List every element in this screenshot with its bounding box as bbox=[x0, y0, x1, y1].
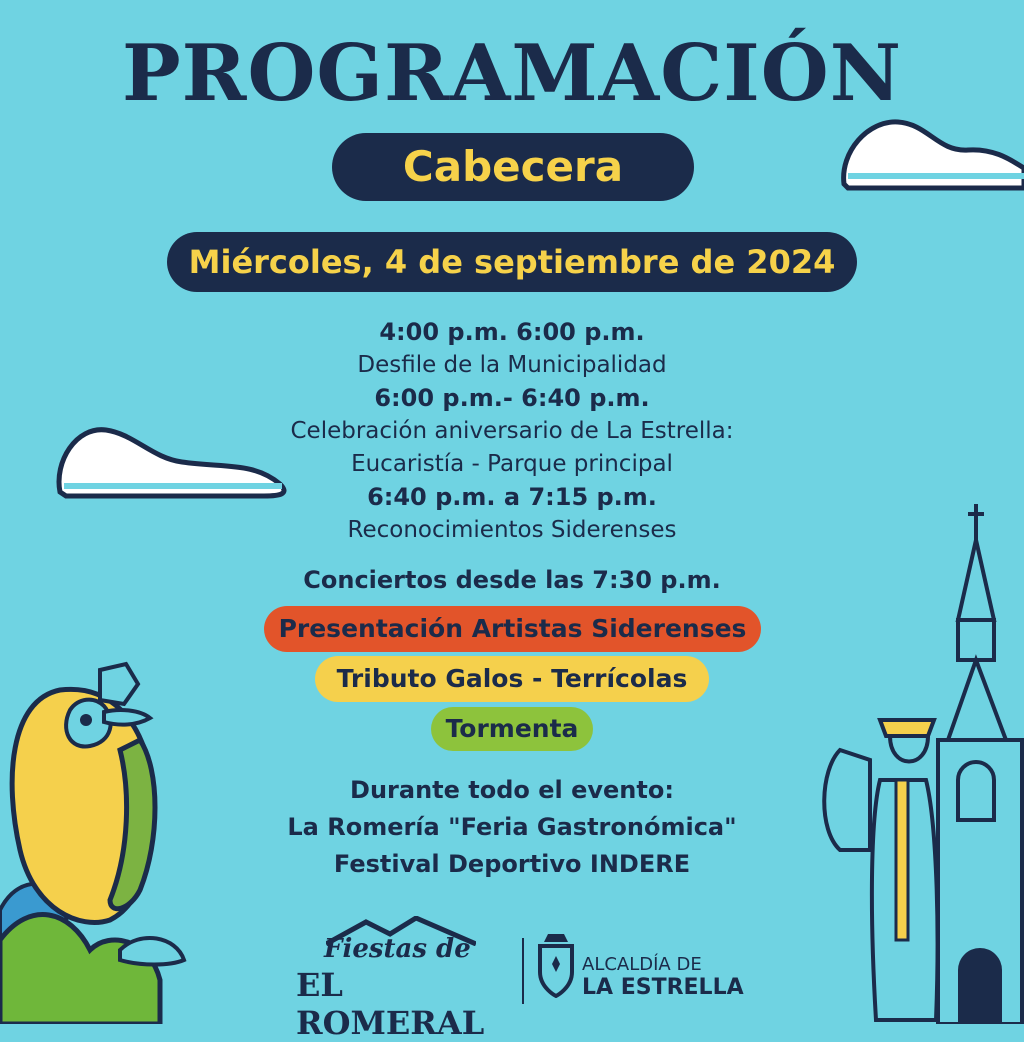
subtitle-pill: Cabecera bbox=[332, 133, 694, 201]
during-heading: Durante todo el evento: bbox=[350, 776, 674, 804]
schedule-event: Celebración aniversario de La Estrella: bbox=[290, 418, 734, 444]
band-pill-tributo: Tributo Galos - Terrícolas bbox=[315, 656, 709, 702]
during-item: Festival Deportivo INDERE bbox=[333, 850, 691, 878]
fiestas-romeral-logo bbox=[296, 916, 508, 1042]
church-illustration bbox=[810, 500, 1024, 1024]
during-item: La Romería "Feria Gastronómica" bbox=[287, 813, 737, 841]
coat-of-arms-icon bbox=[536, 932, 576, 998]
fiestas-logo-line2: EL ROMERAL bbox=[296, 966, 485, 1042]
band-pill-artistas: Presentación Artistas Siderenses bbox=[264, 606, 761, 652]
toucan-illustration bbox=[0, 660, 200, 1024]
page-title: PROGRAMACIÓN bbox=[121, 28, 903, 119]
schedule-event: Desfile de la Municipalidad bbox=[357, 352, 667, 378]
schedule-time: 4:00 p.m. 6:00 p.m. bbox=[379, 318, 645, 346]
schedule-time: 6:40 p.m. a 7:15 p.m. bbox=[367, 483, 657, 511]
alcaldia-line2: LA ESTRELLA bbox=[582, 975, 744, 1000]
alcaldia-logo bbox=[582, 954, 744, 1000]
date-pill: Miércoles, 4 de septiembre de 2024 bbox=[167, 232, 857, 292]
schedule-event: Eucaristía - Parque principal bbox=[351, 451, 673, 477]
schedule-event: Reconocimientos Siderenses bbox=[347, 517, 677, 543]
fiestas-logo-line1: Fiestas de bbox=[324, 934, 471, 964]
band-pill-tormenta: Tormenta bbox=[431, 707, 593, 751]
logo-divider bbox=[522, 938, 524, 1004]
alcaldia-line1: ALCALDÍA DE bbox=[582, 954, 702, 975]
cloud-right-icon bbox=[838, 112, 1024, 192]
schedule-time: 6:00 p.m.- 6:40 p.m. bbox=[374, 384, 650, 412]
concerts-heading: Conciertos desde las 7:30 p.m. bbox=[303, 566, 721, 594]
